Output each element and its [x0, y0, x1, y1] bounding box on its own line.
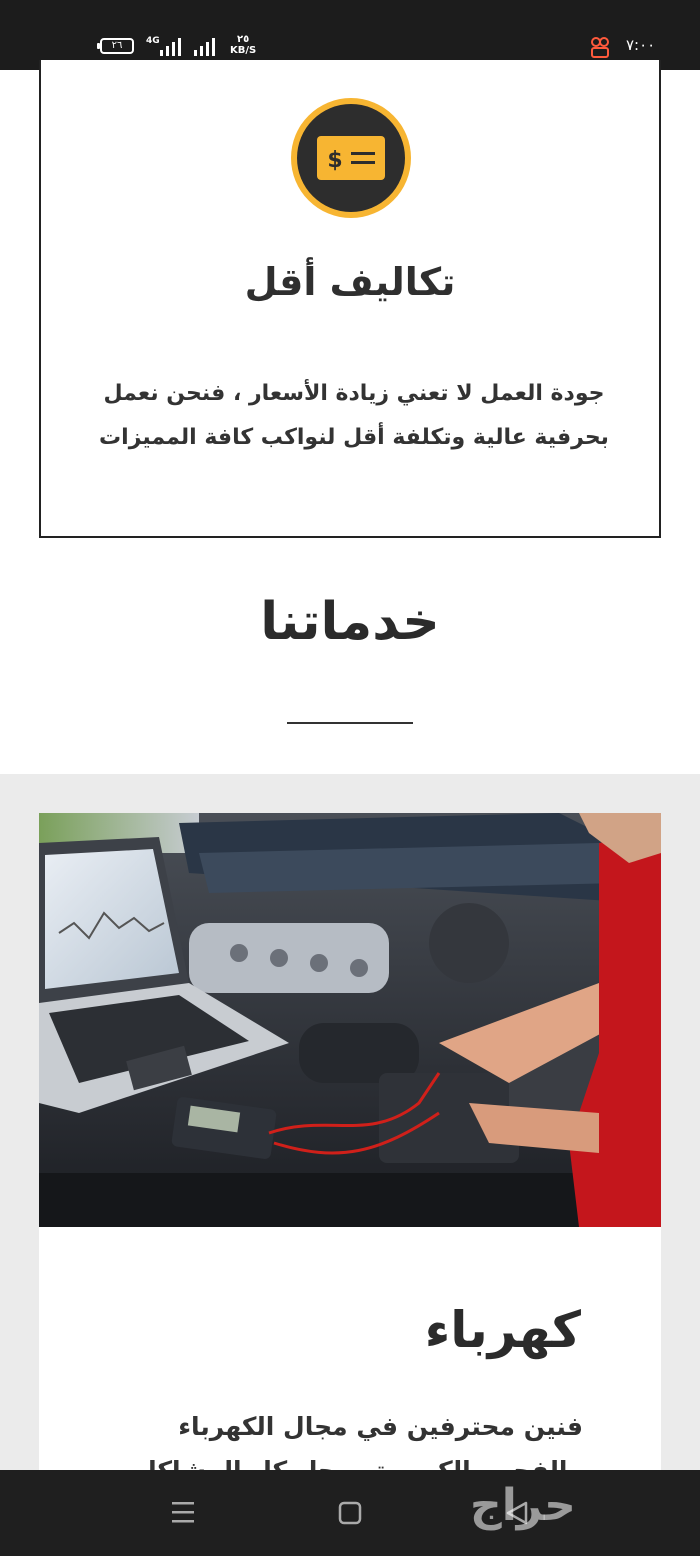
service-title: كهرباء: [424, 1301, 581, 1359]
feature-card: [39, 60, 661, 538]
clock: ٧:٠٠: [626, 36, 656, 54]
network-speed-unit: KB/S: [230, 45, 257, 56]
dollar-bill-icon: [297, 104, 405, 212]
battery-indicator: ٢٦: [100, 38, 134, 54]
home-square-icon[interactable]: [333, 1496, 367, 1530]
dollar-sign: $: [327, 148, 343, 173]
system-nav-bar: [0, 1470, 700, 1556]
heading-divider: [287, 722, 413, 724]
services-heading: خدماتنا: [260, 592, 440, 652]
menu-icon[interactable]: [166, 1496, 200, 1530]
feature-description: جودة العمل لا تعني زيادة الأسعار ، فنحن نعمل بحرفية عالية وتكلفة أقل لنواكب كافة المميزات: [99, 381, 609, 450]
feature-title: تكاليف أقل: [244, 260, 456, 304]
network-speed-value: ٢٥: [237, 34, 250, 45]
car-engine-diagnostics-image: [39, 813, 661, 1227]
network-type: 4G: [146, 36, 160, 46]
camera-app-icon: [590, 36, 610, 58]
signal-strength-icon-2: [192, 36, 218, 58]
dollar-bill-icon-graphic: [297, 104, 405, 212]
network-speed: [230, 34, 256, 56]
feature-icon-badge: [291, 98, 411, 218]
service-card-electrical[interactable]: [39, 813, 661, 1513]
haraj-watermark-logo: حراج: [470, 1480, 576, 1531]
service-description: فنين محترفين في مجال الكهرباء: [178, 1412, 583, 1441]
signal-strength-icon: [158, 36, 184, 58]
